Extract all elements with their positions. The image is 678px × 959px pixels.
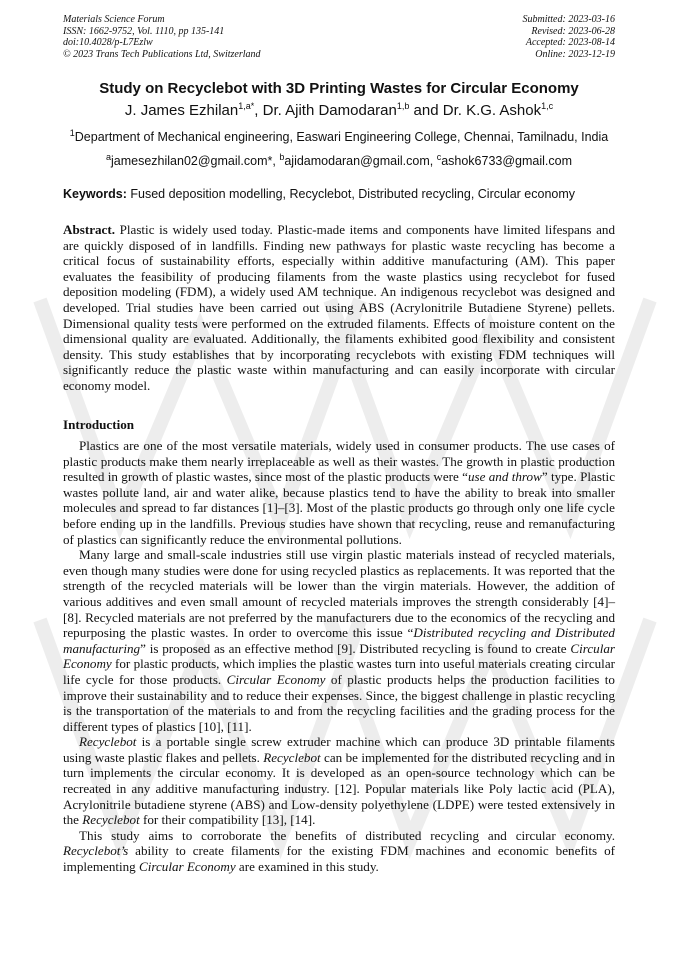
- paragraph: Recyclebot is a portable single screw extruder machine which can produce 3D printable filaments using waste plastic flakes and pellets. Recyclebot can be implemented for the distributed recycling and in turn implements the circular economy. It is developed as an open-source technology which can be recreated in any additive manufacturing industry. [12]. Popular materials like Poly lactic acid (PLA), Acrylonitrile butadiene styrene (ABS) and Low-density polyethylene (LDPE) were tested extensively in the Recyclebot for their compatibility [13], [14].: [63, 734, 615, 828]
- affiliation: $^1$Department of Mechanical engineering, Easwari Engineering College, Chennai, Tamilnadu, India: [69, 127, 609, 144]
- issn: ISSN: 1662-9752, Vol. 1110, pp 135-141: [63, 25, 225, 37]
- keywords: [63, 187, 615, 201]
- revised-date: Revised: 2023-06-28: [531, 25, 615, 37]
- author-emails: $^a$jamesezhilan02@gmail.com*, $^b$ajidamodaran@gmail.com, $^c$ashok6733@gmail.com: [105, 151, 573, 168]
- email-link[interactable]: ashok6733@gmail.com: [441, 154, 573, 168]
- accepted-date: Accepted: 2023-08-14: [525, 37, 615, 48]
- introduction-body: [63, 438, 615, 875]
- author-list: J. James Ezhilan$^{1,a*}$, Dr. Ajith Damodaran$^{1,b}$ and Dr. K.G. Ashok$^{1,c}$: [124, 101, 554, 119]
- section-heading-introduction: Introduction: [63, 417, 135, 432]
- copyright: © 2023 Trans Tech Publications Ltd, Switzerland: [63, 48, 261, 60]
- paragraph: Plastics are one of the most versatile materials, widely used in consumer products. The use cases of plastic products make them nearly irreplaceable as well as their wastes. The growth in plastic production resulted in growth of plastic wastes, since most of the plastic products were “use and throw” type. Plastic wastes pollute land, air and water alike, because plastics tend to have the ability to break into smaller molecules and spread to far distances [1]–[3]. Most of the plastic products go through only one life cycle before ending up in the landfills. Previous studies have shown that recycling, reuse and remanufacturing of plastics can significantly reduce the environmental pollutions.: [63, 438, 615, 547]
- online-date: Online: 2023-12-19: [535, 48, 615, 60]
- paragraph: This study aims to corroborate the benefits of distributed recycling and circular economy. Recyclebot’s ability to create filaments for the existing FDM machines and economic benefits of implementing Circular Economy are examined in this study.: [63, 827, 615, 875]
- abstract-text: Plastic is widely used today. Plastic-made items and components have limited lifespans and are quickly disposed of in landfills. Finding new pathways for plastic waste recycling has become a critical focus of sustainability efforts, especially within additive manufacturing (AM). This paper evaluates the feasibility of producing filaments from the waste plastics using recyclebot for fused deposition modeling (FDM), a widely used AM technique. An indigenous recyclebot was designed and developed. Trial studies have been carried out using ABS (Acrylonitrile Butadiene Styrene) pellets. Dimensional quality tests were performed on the extruded filaments. Effects of moisture content on the dimensional quality are evaluated. Additionally, the filaments exhibited good flexibility and consistent density. This study establishes that by incorporating recyclebots with existing FDM techniques will significantly reduce the plastic waste within manufacturing and can easily incorporate with circular economy model.: [63, 222, 615, 393]
- author-name: J. James Ezhilan: [124, 102, 239, 119]
- author-name: Dr. Ajith Damodaran: [262, 102, 397, 119]
- doi: doi:10.4028/p-L7Ezlw: [63, 37, 153, 48]
- email-link[interactable]: ajidamodaran@gmail.com: [284, 154, 430, 168]
- author-superscript: 1,c: [541, 101, 554, 111]
- publication-info: [63, 14, 261, 60]
- email-link[interactable]: jamesezhilan02@gmail.com*: [111, 154, 273, 168]
- paragraph: Many large and small-scale industries still use virgin plastic materials instead of recycled materials, even though many studies were done for using recycled plastics as replacements. It was reported that the strength of the recycled materials will be lower than the virgin materials. However, the addition of various additives and even small amount of recycled materials improves the strength considerably [4]–[8]. Recycled materials are not preferred by the manufacturers due to the economics of the recycling and repurposing the plastic wastes. In order to overcome this issue “Distributed recycling and Distributed manufacturing” is proposed as an effective method [9]. Distributed recycling is found to create Circular Economy for plastic products, which implies the plastic wastes turn into useful materials creating circular life cycle for those products. Circular Economy of plastic products helps the production facilities to improve their sustainability and to reduce their expenses. Since, the biggest challenge in plastic recycling is the transportation of the materials to and from the recycling facilities and the grading process for the different types of plastics [10], [11].: [63, 547, 615, 734]
- submitted-date: Submitted: 2023-03-16: [522, 14, 615, 25]
- publication-dates: [523, 14, 616, 60]
- journal-name: Materials Science Forum: [63, 14, 165, 25]
- paper-title: Study on Recyclebot with 3D Printing Wastes for Circular Economy: [99, 80, 579, 97]
- abstract: [63, 222, 615, 394]
- author-superscript: 1,b: [396, 101, 410, 111]
- author-name: Dr. K.G. Ashok: [442, 102, 542, 119]
- author-superscript: 1,a*: [238, 101, 255, 111]
- abstract-label: Abstract.: [63, 222, 115, 237]
- keywords-label: Keywords:: [63, 187, 127, 201]
- keywords-text: Fused deposition modelling, Recyclebot, Distributed recycling, Circular economy: [126, 187, 576, 201]
